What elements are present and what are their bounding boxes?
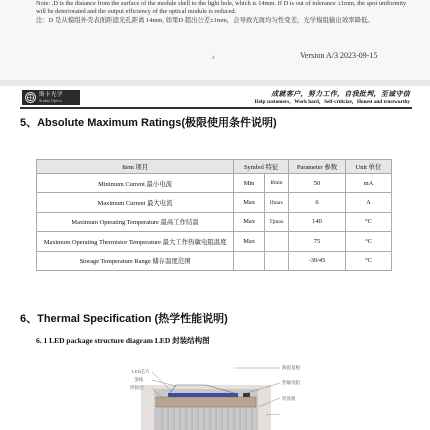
logo-en-text: Stokat Optics [39,98,63,103]
cell-param: 6 [288,193,345,212]
logo-emblem-icon [25,92,36,103]
slogan-en: Help customers，Work hard，Self-criticize，Honest and trustworthy [254,99,410,105]
label-thermistor: 热敏电阻 [282,380,300,385]
cell-sym2 [264,232,288,251]
note-en: Note: .D is the distance from the surface of the module shell to the light hole, which is 14mm. If D is out of tolerance ±1mm, the spot uniformity will be deteriorated and the output efficiency of the optical module is reduced. [36,0,407,16]
note-cn: 注：D 是从模组外壳表面距遮光孔距离 14mm, 如果D 超出公差±1mm，会导致光斑均匀性变差，光学模组输出效率降低。 [36,17,374,24]
table-header-row [37,160,392,174]
slogan-cn: 成就客户，努力工作，自我批判，至诚守信 [271,90,410,98]
header-unit: Unit 单位 [345,160,391,174]
cell-param: 75 [288,232,345,251]
cell-item: Storage Temperature Range 储存温度范围 [37,251,234,270]
table-row [37,174,392,193]
page-number: 4 [212,56,215,61]
header-symbol: Symbol 特征 [234,160,289,174]
section-5-title: 5、Absolute Maximum Ratings(极限使用条件说明) [20,117,277,129]
cell-unit: °C [345,212,391,231]
cell-unit: °C [345,232,391,251]
page-separator [0,80,430,86]
label-solder-layer: 焊接层 [130,385,144,390]
cell-sym1: Max [234,232,265,251]
cell-item: Maximum Operating Thermistor Temperature 最大工作热敏电阻温度 [37,232,234,251]
header-parameter: Parameter 参数 [288,160,345,174]
ratings-table [36,159,392,271]
cell-sym2: Ifmin [264,174,288,193]
cell-sym1: Max [234,212,265,231]
label-gold-wire: 金线 [134,377,143,382]
label-aluminum-substrate: 铝基板 [282,396,296,401]
cell-sym1: Min [234,174,265,193]
logo-cn-text: 斯卡光学 [39,91,64,98]
label-led-chip: LED芯片 [132,369,150,374]
label-ceramic-substrate: 陶瓷基板 [282,365,300,370]
company-logo [22,90,80,105]
section-6-title: 6、Thermal Specification (热学性能说明) [20,313,228,325]
table-row [37,193,392,212]
cell-item: Minimum Current 最小电流 [37,174,234,193]
cell-unit: A [345,193,391,212]
cell-sym1: Max [234,193,265,212]
table-row [37,251,392,270]
section-6-1-title: 6. 1 LED package structure diagram LED 封装结构图 [36,336,210,345]
cell-item: Maximum Operating Temperature 最高工作结温 [37,212,234,231]
cell-unit: °C [345,251,391,270]
header-divider [20,107,412,109]
led-package-diagram [106,355,346,430]
cell-sym2: Tjmax [264,212,288,231]
led-structure-illustration [106,355,346,430]
cell-sym1 [234,251,265,270]
table-row [37,212,392,231]
cell-unit: mA [345,174,391,193]
cell-param: 140 [288,212,345,231]
table-row [37,232,392,251]
cell-sym2: Ifmax [264,193,288,212]
cell-param: 50 [288,174,345,193]
cell-sym2 [264,251,288,270]
cell-item: Maximum Current 最大电流 [37,193,234,212]
cell-param: -30/45 [288,251,345,270]
previous-page [0,0,430,80]
header-item: Item 项目 [37,160,234,174]
page-header [20,87,412,109]
version-info: Version A/3 2023-09-15 [300,51,378,60]
